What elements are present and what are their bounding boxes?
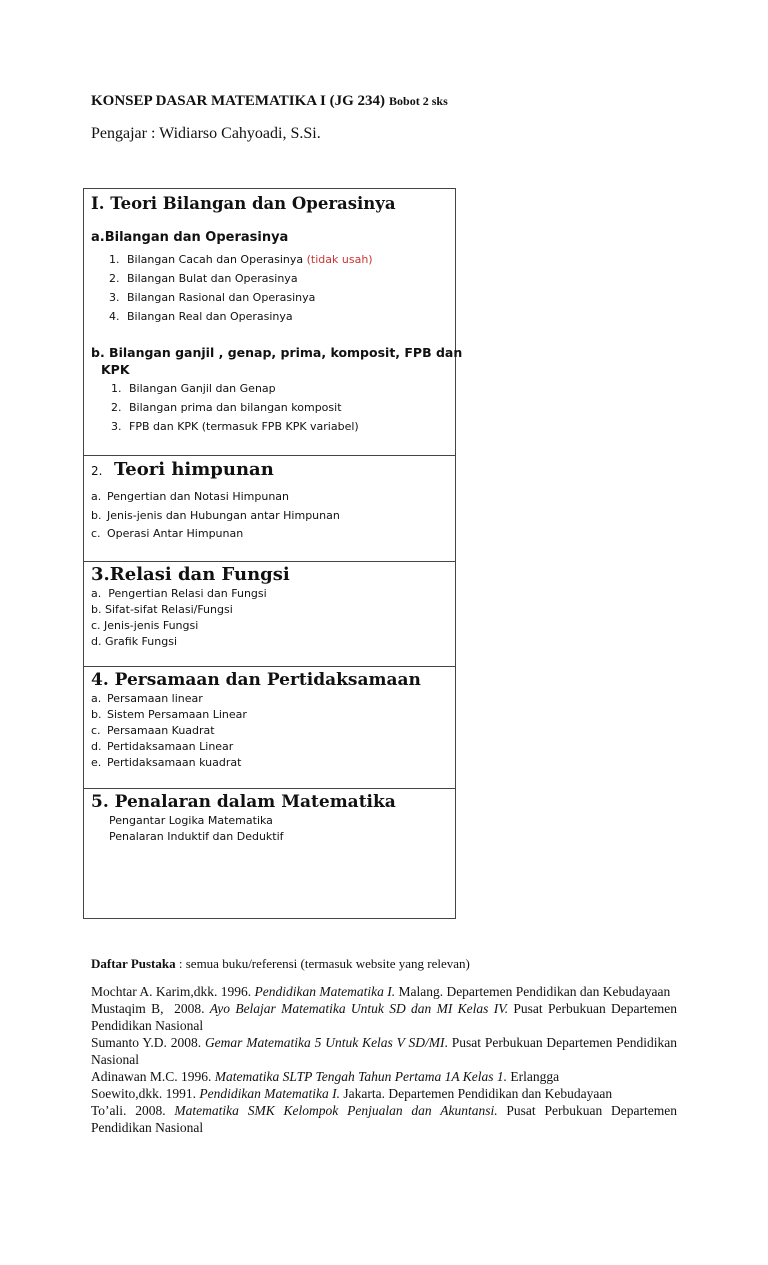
section-penalaran	[84, 789, 455, 918]
reference-entry: Mochtar A. Karim,dkk. 1996. Pendidikan Matematika I. Malang. Departemen Pendidikan dan Kebudayaan	[91, 984, 671, 999]
list-item	[91, 723, 455, 739]
syllabus-table	[83, 188, 463, 919]
list-item: b. Sifat-sifat Relasi/Fungsi	[91, 603, 233, 616]
item-number: 3.	[109, 291, 120, 304]
list-item	[91, 707, 455, 723]
item-list	[91, 586, 455, 650]
references-note: : semua buku/referensi (termasuk website yang relevan)	[175, 956, 470, 971]
subsection-title-cont: KPK	[101, 362, 130, 377]
section-title: 3.Relasi dan Fungsi	[91, 564, 290, 585]
reference-entry: Mustaqim B, 2008. Ayo Belajar Matematika Untuk SD dan MI Kelas IV. Pusat Perbukuan Departemen Pendidikan Nasional	[91, 1001, 677, 1033]
item-text: Sistem Persamaan Linear	[107, 708, 247, 721]
list-item	[91, 691, 455, 707]
list-item: Penalaran Induktif dan Deduktif	[109, 830, 284, 843]
item-text: Persamaan Kuadrat	[107, 724, 215, 737]
references-label: Daftar Pustaka	[91, 956, 176, 971]
list-item	[91, 739, 455, 755]
course-credits: Bobot 2 sks	[389, 94, 448, 108]
section-persamaan	[84, 667, 455, 789]
item-number: 1.	[111, 382, 122, 395]
item-number: 2.	[111, 401, 122, 414]
item-letter: a.	[91, 692, 102, 705]
item-text: Bilangan Ganjil dan Genap	[129, 382, 276, 395]
subsection-title: a.Bilangan dan Operasinya	[91, 230, 289, 245]
item-text: Bilangan Real dan Operasinya	[127, 310, 293, 323]
reference-entry: Adinawan M.C. 1996. Matematika SLTP Tengah Tahun Pertama 1A Kelas 1. Erlangga	[91, 1069, 560, 1084]
list-item	[111, 398, 455, 417]
item-text: FPB dan KPK (termasuk FPB KPK variabel)	[129, 420, 359, 433]
item-letter: c.	[91, 527, 101, 540]
list-item	[111, 417, 455, 436]
list-item: d. Grafik Fungsi	[91, 635, 177, 648]
item-text: Operasi Antar Himpunan	[107, 527, 244, 540]
item-text: Pertidaksamaan kuadrat	[107, 756, 242, 769]
item-list	[91, 691, 455, 771]
item-letter: b.	[91, 708, 102, 721]
section-title	[91, 460, 455, 481]
list-item	[109, 269, 455, 288]
list-item: Pengantar Logika Matematika	[109, 814, 273, 827]
item-list	[91, 488, 455, 544]
list-item	[91, 755, 455, 771]
teacher-line: Pengajar : Widiarso Cahyoadi, S.Si.	[91, 125, 321, 142]
item-number: 1.	[109, 253, 120, 266]
reference-entry: Soewito,dkk. 1991. Pendidikan Matematika I. Jakarta. Departemen Pendidikan dan Kebudayaan	[91, 1086, 613, 1101]
list-item	[109, 307, 455, 326]
item-list	[91, 250, 455, 326]
list-item	[109, 288, 455, 307]
list-item	[91, 525, 455, 544]
list-item	[91, 488, 455, 507]
item-number: 4.	[109, 310, 120, 323]
item-text: Pertidaksamaan Linear	[107, 740, 234, 753]
item-letter: e.	[91, 756, 102, 769]
section-title: 5. Penalaran dalam Matematika	[91, 792, 396, 812]
item-letter: b.	[91, 508, 102, 522]
list-item: c. Jenis-jenis Fungsi	[91, 619, 199, 632]
reference-entry: To’ali. 2008. Matematika SMK Kelompok Penjualan dan Akuntansi. Pusat Perbukuan Departemen Pendidikan Nasional	[91, 1103, 677, 1135]
item-text: Bilangan Bulat dan Operasinya	[127, 272, 298, 285]
item-letter: a.	[91, 490, 102, 503]
references-list	[91, 983, 677, 1136]
section-title: I. Teori Bilangan dan Operasinya	[91, 194, 396, 213]
course-title-text: KONSEP DASAR MATEMATIKA I (JG 234)	[91, 93, 386, 109]
item-letter: d.	[91, 740, 102, 753]
item-text: Pengertian dan Notasi Himpunan	[107, 490, 289, 503]
course-title	[91, 93, 448, 110]
reference-entry: Sumanto Y.D. 2008. Gemar Matematika 5 Untuk Kelas V SD/MI. Pusat Perbukuan Departemen Pendidikan Nasional	[91, 1035, 677, 1067]
list-item: a. Pengertian Relasi dan Fungsi	[91, 587, 267, 600]
references-heading	[91, 956, 470, 972]
list-item	[91, 507, 455, 526]
item-text: Bilangan Cacah dan Operasinya	[127, 253, 304, 266]
section-title: 4. Persamaan dan Pertidaksamaan	[91, 670, 421, 690]
section-teori-himpunan	[84, 456, 455, 562]
item-number: 3.	[111, 420, 122, 433]
section-title-text: Teori himpunan	[113, 459, 274, 480]
item-letter: c.	[91, 724, 101, 737]
item-number: 2.	[109, 272, 120, 285]
section-relasi-fungsi	[84, 562, 455, 667]
item-list	[91, 379, 455, 436]
item-text: Persamaan linear	[107, 692, 203, 705]
item-list	[91, 813, 455, 845]
item-text: Jenis-jenis dan Hubungan antar Himpunan	[107, 508, 340, 522]
section-teori-bilangan	[84, 189, 463, 456]
item-note: (tidak usah)	[306, 253, 373, 266]
item-text: Bilangan Rasional dan Operasinya	[127, 291, 316, 304]
list-item	[111, 379, 455, 398]
section-number: 2.	[91, 464, 103, 478]
list-item	[109, 250, 455, 269]
subsection-title: b. Bilangan ganjil , genap, prima, komposit, FPB dan	[91, 345, 463, 360]
item-text: Bilangan prima dan bilangan komposit	[129, 401, 342, 414]
